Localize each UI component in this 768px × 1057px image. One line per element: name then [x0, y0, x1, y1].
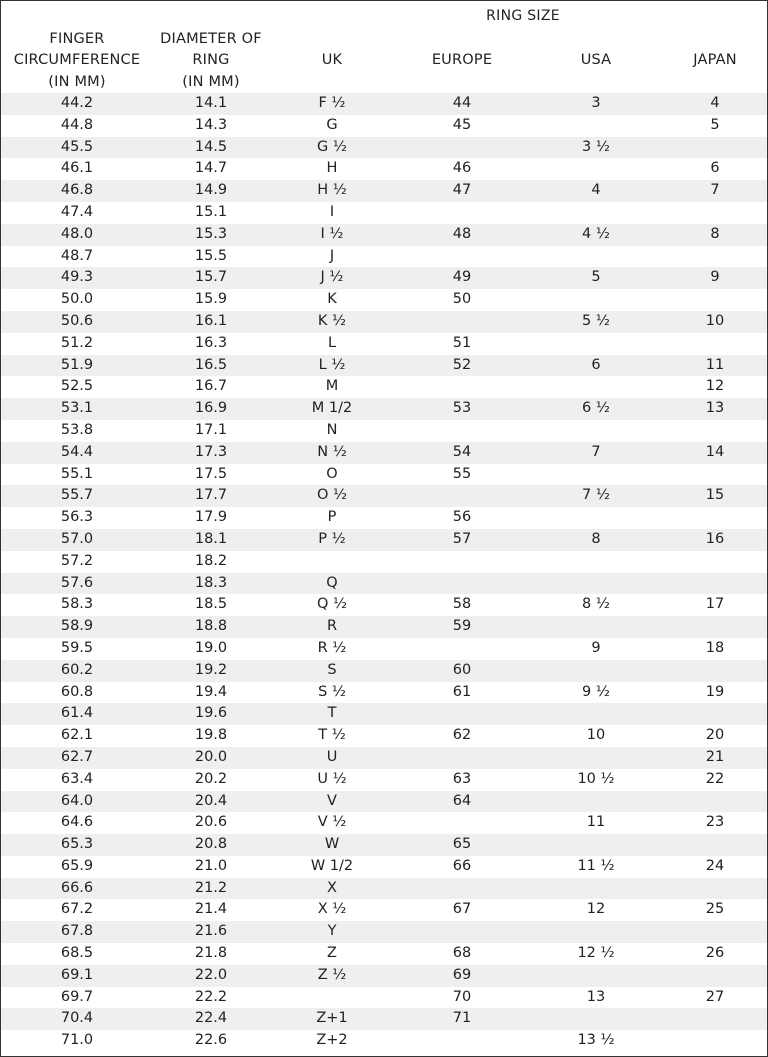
table-row — [1, 747, 767, 769]
table-body — [1, 93, 767, 1052]
cell-usa: 12 ½ — [577, 945, 615, 962]
cell-diameter: 17.3 — [194, 443, 228, 460]
cell-usa: 6 — [591, 356, 601, 373]
cell-circumference: 47.4 — [60, 203, 94, 220]
cell-circumference: 57.2 — [60, 552, 94, 569]
table-row — [1, 376, 767, 398]
cell-diameter: 22.2 — [194, 988, 228, 1005]
cell-diameter: 17.1 — [194, 421, 228, 438]
cell-japan: 7 — [710, 182, 720, 199]
cell-japan: 6 — [710, 160, 720, 177]
cell-circumference: 64.6 — [60, 814, 94, 831]
cell-diameter: 15.5 — [194, 247, 228, 264]
table-row — [1, 115, 767, 137]
table-row — [1, 856, 767, 878]
cell-uk: M 1/2 — [311, 400, 353, 417]
cell-uk: Z — [327, 945, 337, 962]
cell-diameter: 22.6 — [194, 1032, 228, 1049]
cell-circumference: 61.4 — [60, 705, 94, 722]
cell-diameter: 21.8 — [194, 945, 228, 962]
cell-japan: 10 — [705, 312, 725, 329]
cell-diameter: 21.2 — [194, 879, 228, 896]
cell-uk: X ½ — [317, 901, 347, 918]
cell-japan: 24 — [705, 857, 725, 874]
cell-uk: T ½ — [318, 727, 346, 744]
cell-uk: K ½ — [317, 312, 347, 329]
cell-circumference: 67.8 — [60, 923, 94, 940]
cell-usa: 10 ½ — [577, 770, 615, 787]
cell-circumference: 58.3 — [60, 596, 94, 613]
cell-circumference: 55.7 — [60, 487, 94, 504]
cell-europe: 45 — [452, 116, 472, 133]
cell-uk: J ½ — [320, 269, 344, 286]
cell-europe: 67 — [452, 901, 472, 918]
cell-japan: 15 — [705, 487, 725, 504]
table-row — [1, 616, 767, 638]
cell-europe: 59 — [452, 618, 472, 635]
cell-usa: 4 ½ — [582, 225, 610, 242]
header-line: CIRCUMFERENCE — [13, 52, 141, 68]
cell-circumference: 44.2 — [60, 95, 94, 111]
cell-europe: 55 — [452, 465, 472, 482]
table-row — [1, 703, 767, 725]
table-header — [1, 1, 767, 93]
table-row — [1, 442, 767, 464]
cell-europe: 56 — [452, 509, 472, 526]
cell-diameter: 21.0 — [194, 857, 228, 874]
cell-circumference: 65.3 — [60, 836, 94, 853]
cell-uk: I ½ — [320, 225, 344, 242]
cell-japan: 14 — [705, 443, 725, 460]
cell-circumference: 46.1 — [60, 160, 94, 177]
cell-diameter: 15.9 — [194, 291, 228, 308]
table-row — [1, 420, 767, 442]
header-line: (IN MM) — [48, 73, 106, 90]
header-line: UK — [321, 52, 343, 68]
cell-diameter: 14.3 — [194, 116, 228, 133]
cell-diameter: 18.3 — [194, 574, 228, 591]
table-row — [1, 834, 767, 856]
cell-diameter: 14.9 — [194, 182, 228, 199]
cell-europe: 51 — [452, 334, 472, 351]
table-row — [1, 398, 767, 420]
cell-diameter: 16.3 — [194, 334, 228, 351]
cell-uk: T — [327, 705, 337, 722]
table-row — [1, 158, 767, 180]
cell-europe: 50 — [452, 291, 472, 308]
cell-uk: Q ½ — [316, 596, 348, 613]
cell-europe: 64 — [452, 792, 472, 809]
cell-uk: L ½ — [318, 356, 346, 373]
cell-circumference: 69.7 — [60, 988, 94, 1005]
cell-diameter: 19.6 — [194, 705, 228, 722]
cell-diameter: 18.5 — [194, 596, 228, 613]
cell-usa: 9 — [591, 639, 601, 656]
cell-uk: O ½ — [316, 487, 348, 504]
cell-circumference: 68.5 — [60, 945, 94, 962]
header-line: (IN MM) — [182, 73, 240, 90]
header-line: JAPAN — [693, 52, 737, 68]
cell-japan: 25 — [705, 901, 725, 918]
table-row — [1, 921, 767, 943]
cell-uk: K — [327, 291, 337, 308]
cell-usa: 12 — [586, 901, 606, 918]
cell-europe: 53 — [452, 400, 472, 417]
cell-circumference: 64.0 — [60, 792, 94, 809]
table-row — [1, 529, 767, 551]
cell-uk: P ½ — [318, 530, 346, 547]
cell-usa: 6 ½ — [582, 400, 610, 417]
cell-uk: V — [327, 792, 337, 809]
table-row — [1, 725, 767, 747]
cell-usa: 3 ½ — [582, 138, 610, 155]
cell-circumference: 56.3 — [60, 509, 94, 526]
cell-uk: N — [326, 421, 338, 438]
table-row — [1, 682, 767, 704]
table-row — [1, 289, 767, 311]
cell-japan: 20 — [705, 727, 725, 744]
table-row — [1, 93, 767, 115]
cell-diameter: 19.2 — [194, 661, 228, 678]
table-row — [1, 769, 767, 791]
cell-diameter: 15.7 — [194, 269, 228, 286]
cell-diameter: 19.8 — [194, 727, 228, 744]
cell-circumference: 63.4 — [60, 770, 94, 787]
cell-uk: U ½ — [317, 770, 347, 787]
cell-circumference: 54.4 — [60, 443, 94, 460]
table-row — [1, 878, 767, 900]
header-diameter — [153, 29, 269, 94]
table-row — [1, 791, 767, 813]
header-line: FINGER — [49, 30, 105, 47]
table-row — [1, 987, 767, 1009]
cell-usa: 11 ½ — [577, 857, 615, 874]
cell-uk: H — [326, 160, 338, 177]
cell-usa: 5 — [591, 269, 601, 286]
cell-japan: 8 — [710, 225, 720, 242]
cell-circumference: 51.2 — [60, 334, 94, 351]
cell-japan: 22 — [705, 770, 725, 787]
cell-circumference: 46.8 — [60, 182, 94, 199]
cell-japan: 19 — [705, 683, 725, 700]
cell-europe: 60 — [452, 661, 472, 678]
header-usa — [529, 50, 663, 72]
cell-europe: 63 — [452, 770, 472, 787]
cell-usa: 5 ½ — [582, 312, 610, 329]
cell-circumference: 69.1 — [60, 966, 94, 983]
cell-diameter: 20.2 — [194, 770, 228, 787]
cell-diameter: 20.0 — [194, 748, 228, 765]
cell-europe: 52 — [452, 356, 472, 373]
cell-circumference: 70.4 — [60, 1010, 94, 1027]
cell-japan: 12 — [705, 378, 725, 395]
cell-circumference: 49.3 — [60, 269, 94, 286]
cell-usa: 7 — [591, 443, 601, 460]
cell-circumference: 62.1 — [60, 727, 94, 744]
cell-circumference: 45.5 — [60, 138, 94, 155]
cell-diameter: 14.1 — [194, 95, 228, 111]
cell-uk: H ½ — [317, 182, 347, 199]
cell-japan: 23 — [705, 814, 725, 831]
cell-uk: N ½ — [317, 443, 347, 460]
cell-circumference: 59.5 — [60, 639, 94, 656]
cell-europe: 70 — [452, 988, 472, 1005]
table-row — [1, 943, 767, 965]
cell-europe: 57 — [452, 530, 472, 547]
cell-uk: R — [326, 618, 338, 635]
cell-diameter: 21.6 — [194, 923, 228, 940]
cell-japan: 21 — [705, 748, 725, 765]
cell-diameter: 18.8 — [194, 618, 228, 635]
table-row — [1, 638, 767, 660]
cell-usa: 7 ½ — [582, 487, 610, 504]
cell-europe: 54 — [452, 443, 472, 460]
cell-uk: G ½ — [317, 138, 347, 155]
cell-usa: 11 — [586, 814, 606, 831]
cell-circumference: 53.1 — [60, 400, 94, 417]
cell-circumference: 55.1 — [60, 465, 94, 482]
table-row — [1, 180, 767, 202]
cell-japan: 4 — [710, 95, 720, 111]
cell-diameter: 19.4 — [194, 683, 228, 700]
cell-diameter: 17.7 — [194, 487, 228, 504]
cell-europe: 71 — [452, 1010, 472, 1027]
cell-uk: U — [326, 748, 338, 765]
table-row — [1, 137, 767, 159]
cell-diameter: 16.5 — [194, 356, 228, 373]
cell-diameter: 20.4 — [194, 792, 228, 809]
table-row — [1, 311, 767, 333]
cell-europe: 58 — [452, 596, 472, 613]
cell-usa: 3 — [591, 95, 601, 111]
cell-circumference: 53.8 — [60, 421, 94, 438]
cell-circumference: 44.8 — [60, 116, 94, 133]
cell-uk: L — [327, 334, 337, 351]
table-row — [1, 224, 767, 246]
cell-usa: 9 ½ — [582, 683, 610, 700]
cell-diameter: 14.7 — [194, 160, 228, 177]
header-line: DIAMETER OF — [160, 30, 262, 47]
table-row — [1, 464, 767, 486]
cell-uk: O — [326, 465, 338, 482]
cell-diameter: 18.1 — [194, 530, 228, 547]
cell-circumference: 62.7 — [60, 748, 94, 765]
cell-usa: 13 — [586, 988, 606, 1005]
cell-diameter: 22.0 — [194, 966, 228, 983]
table-row — [1, 1008, 767, 1030]
cell-circumference: 50.6 — [60, 312, 94, 329]
cell-usa: 13 ½ — [577, 1032, 615, 1049]
cell-uk: P — [327, 509, 337, 526]
cell-uk: V ½ — [317, 814, 347, 831]
table-row — [1, 246, 767, 268]
cell-europe: 61 — [452, 683, 472, 700]
table-row — [1, 965, 767, 987]
cell-uk: W — [324, 836, 340, 853]
cell-circumference: 60.8 — [60, 683, 94, 700]
cell-circumference: 48.7 — [60, 247, 94, 264]
header-uk — [269, 50, 395, 72]
cell-diameter: 16.9 — [194, 400, 228, 417]
cell-uk: R ½ — [317, 639, 347, 656]
header-finger-circumference — [1, 29, 153, 94]
table-row — [1, 267, 767, 289]
ring-size-group-heading: RING SIZE — [486, 8, 560, 24]
cell-diameter: 19.0 — [194, 639, 228, 656]
table-row — [1, 485, 767, 507]
table-row — [1, 899, 767, 921]
cell-circumference: 71.0 — [60, 1032, 94, 1049]
header-line: RING — [192, 52, 230, 68]
cell-usa: 4 — [591, 182, 601, 199]
cell-uk: S ½ — [318, 683, 346, 700]
cell-circumference: 67.2 — [60, 901, 94, 918]
table-row — [1, 660, 767, 682]
cell-circumference: 65.9 — [60, 857, 94, 874]
cell-circumference: 66.6 — [60, 879, 94, 896]
cell-circumference: 51.9 — [60, 356, 94, 373]
cell-japan: 16 — [705, 530, 725, 547]
cell-circumference: 58.9 — [60, 618, 94, 635]
cell-usa: 8 — [591, 530, 601, 547]
cell-japan: 13 — [705, 400, 725, 417]
header-line: USA — [580, 52, 612, 68]
cell-europe: 46 — [452, 160, 472, 177]
cell-europe: 44 — [452, 95, 472, 111]
cell-japan: 18 — [705, 639, 725, 656]
cell-circumference: 52.5 — [60, 378, 94, 395]
cell-europe: 48 — [452, 225, 472, 242]
cell-uk: Z ½ — [317, 966, 347, 983]
cell-europe: 65 — [452, 836, 472, 853]
cell-diameter: 15.3 — [194, 225, 228, 242]
cell-uk: J — [329, 247, 335, 264]
cell-diameter: 15.1 — [194, 203, 228, 220]
cell-diameter: 21.4 — [194, 901, 228, 918]
table-row — [1, 551, 767, 573]
cell-uk: G — [326, 116, 338, 133]
cell-diameter: 20.6 — [194, 814, 228, 831]
cell-uk: I — [329, 203, 335, 220]
cell-circumference: 57.0 — [60, 530, 94, 547]
cell-diameter: 18.2 — [194, 552, 228, 569]
cell-europe: 62 — [452, 727, 472, 744]
cell-europe: 47 — [452, 182, 472, 199]
table-row — [1, 202, 767, 224]
cell-circumference: 50.0 — [60, 291, 94, 308]
table-row — [1, 594, 767, 616]
table-row — [1, 333, 767, 355]
cell-circumference: 48.0 — [60, 225, 94, 242]
cell-uk: X — [327, 879, 337, 896]
table-row — [1, 507, 767, 529]
cell-diameter: 17.9 — [194, 509, 228, 526]
cell-japan: 9 — [710, 269, 720, 286]
cell-europe: 68 — [452, 945, 472, 962]
cell-uk: W 1/2 — [310, 857, 354, 874]
table-row — [1, 1030, 767, 1052]
header-europe — [395, 50, 529, 72]
cell-japan: 11 — [705, 356, 725, 373]
cell-japan: 17 — [705, 596, 725, 613]
cell-uk: F ½ — [318, 95, 346, 111]
cell-diameter: 22.4 — [194, 1010, 228, 1027]
cell-diameter: 16.7 — [194, 378, 228, 395]
cell-diameter: 17.5 — [194, 465, 228, 482]
cell-diameter: 20.8 — [194, 836, 228, 853]
cell-europe: 69 — [452, 966, 472, 983]
cell-diameter: 16.1 — [194, 312, 228, 329]
cell-circumference: 60.2 — [60, 661, 94, 678]
cell-usa: 10 — [586, 727, 606, 744]
table-row — [1, 812, 767, 834]
cell-uk: S — [327, 661, 337, 678]
cell-usa: 8 ½ — [582, 596, 610, 613]
cell-europe: 66 — [452, 857, 472, 874]
cell-uk: Z+2 — [316, 1032, 348, 1049]
cell-diameter: 14.5 — [194, 138, 228, 155]
table-row — [1, 355, 767, 377]
cell-uk: Y — [327, 923, 337, 940]
cell-japan: 5 — [710, 116, 720, 133]
cell-uk: Z+1 — [316, 1010, 348, 1027]
cell-uk: Q — [326, 574, 338, 591]
cell-circumference: 57.6 — [60, 574, 94, 591]
cell-uk: M — [325, 378, 339, 395]
header-japan — [663, 50, 767, 72]
header-line: EUROPE — [431, 52, 493, 68]
table-row — [1, 573, 767, 595]
cell-europe: 49 — [452, 269, 472, 286]
cell-japan: 27 — [705, 988, 725, 1005]
cell-japan: 26 — [705, 945, 725, 962]
